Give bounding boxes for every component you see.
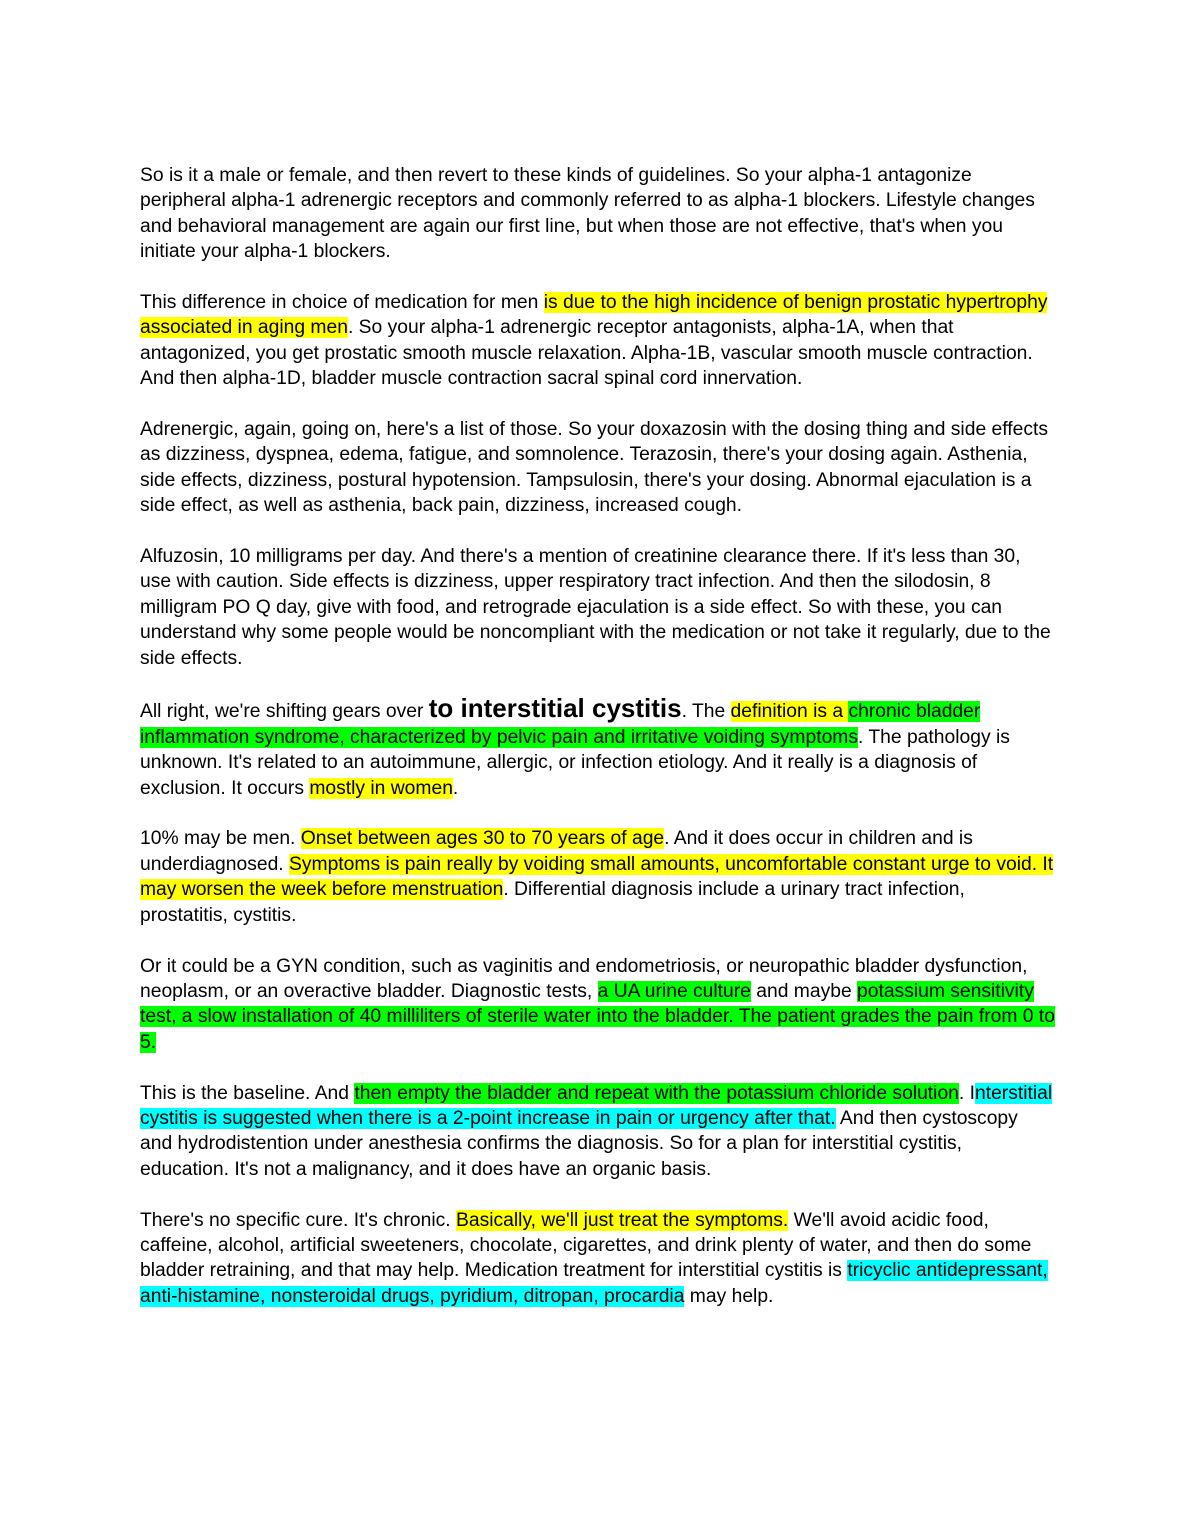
- paragraph-alfuzosin-silodosin: [140, 544, 1055, 671]
- text-run: . So your alpha-1 adrenergic receptor antagonists, alpha-1A, when that antagonized, you get prostatic smooth muscle relaxation. Alpha-1B, vascular smooth muscle contraction. And then alpha-1D, bladder muscle contraction sacral spinal cord innervation.: [140, 317, 1033, 390]
- text-run: may help.: [684, 1285, 774, 1307]
- text-run: . I: [958, 1082, 975, 1104]
- highlight-cyan: nterstitial cystitis is suggested when there is a 2-point increase in pain or urgency after that.: [140, 1082, 1053, 1129]
- text-run: . Differential diagnosis include a urinary tract infection, prostatitis, cystitis.: [140, 879, 965, 926]
- text-run: This difference in choice of medication for men: [140, 292, 544, 314]
- highlight-yellow: Symptoms is pain really by voiding small amounts, uncomfortable constant urge to void. It may worsen the week before menstruation: [140, 853, 1054, 901]
- text-run: We'll avoid acidic food, caffeine, alcohol, artificial sweeteners, chocolate, cigarettes, and drink plenty of water, and then do some bladder retraining, and that may help. Medication treatment for interstitial cystitis is: [140, 1209, 1032, 1282]
- text-run: This is the baseline. And: [140, 1082, 355, 1104]
- paragraph-alpha-blockers-intro: [140, 163, 1055, 265]
- paragraph-treatment: [140, 1208, 1055, 1310]
- text-run: .: [452, 777, 459, 799]
- paragraph-diagnostic-tests: [140, 954, 1055, 1056]
- text-run: . The pathology is unknown. It's related to an autoimmune, allergic, or infection etiology. And it really is a diagnosis of exclusion. It occurs: [140, 726, 1010, 799]
- text-run: So is it a male or female, and then revert to these kinds of guidelines. So your alpha-1 antagonize peripheral alpha-1 adrenergic receptors and commonly referred to as alpha-1 blockers. Lifestyle changes and behavioral management are again our first line, but when those are not effective, that's when you initiate your alpha-1 blockers.: [140, 165, 1035, 263]
- highlight-yellow: Onset between ages 30 to 70 years of age: [300, 828, 665, 850]
- text-run: Adrenergic, again, going on, here's a list of those. So your doxazosin with the dosing thing and side effects as dizziness, dyspnea, edema, fatigue, and somnolence. Terazosin, there's your dosing again. Asthenia, side effects, dizziness, postural hypotension. Tampsulosin, there's your dosing. Abnormal ejaculation is a side effect, as well as asthenia, back pain, dizziness, increased cough.: [140, 419, 1048, 517]
- text-run: . The: [681, 701, 731, 723]
- highlight-yellow: Basically, we'll just treat the symptoms.: [456, 1209, 789, 1231]
- paragraph-interstitial-cystitis-definition: [140, 693, 1055, 801]
- document-body: [140, 163, 1055, 1335]
- paragraph-adrenergic-list: [140, 417, 1055, 519]
- paragraph-baseline-diagnosis: [140, 1081, 1055, 1183]
- highlight-yellow: definition is a: [730, 701, 849, 723]
- highlight-cyan: tricyclic antidepressant, anti-histamine, nonsteroidal drugs, pyridium, ditropan, procardia: [140, 1260, 1048, 1307]
- paragraph-medication-difference: [140, 290, 1055, 392]
- text-run: and maybe: [750, 980, 858, 1002]
- highlight-green: then empty the bladder and repeat with the potassium chloride solution: [354, 1082, 959, 1104]
- highlight-green: a UA urine culture: [597, 980, 751, 1002]
- text-run: . And it does occur in children and is underdiagnosed.: [140, 828, 973, 875]
- highlight-green: chronic bladder inflammation syndrome, characterized by pelvic pain and irritative voiding symptoms: [140, 701, 981, 748]
- text-run: 10% may be men.: [140, 828, 301, 850]
- text-run: Or it could be a GYN condition, such as vaginitis and endometriosis, or neuropathic bladder dysfunction, neoplasm, or an overactive bladder. Diagnostic tests,: [140, 955, 1028, 1002]
- text-run: Alfuzosin, 10 milligrams per day. And there's a mention of creatinine clearance there. If it's less than 30, use with caution. Side effects is dizziness, upper respiratory tract infection. And then the silodosin, 8 milligram PO Q day, give with food, and retrograde ejaculation is a side effect. So with these, you can understand why some people would be noncompliant with the medication or not take it regularly, due to the side effects.: [140, 546, 1051, 669]
- text-run: And then cystoscopy and hydrodistention under anesthesia confirms the diagnosis. So for a plan for interstitial cystitis, education. It's not a malignancy, and it does have an organic basis.: [140, 1107, 1018, 1180]
- highlight-yellow: is due to the high incidence of benign prostatic hypertrophy associated in aging men: [140, 292, 1048, 339]
- highlight-green: potassium sensitivity test, a slow installation of 40 milliliters of sterile water into the bladder. The patient grades the pain from 0 to 5.: [140, 980, 1055, 1053]
- paragraph-onset-symptoms: [140, 826, 1055, 928]
- text-run: All right, we're shifting gears over: [140, 701, 429, 723]
- text-run: There's no specific cure. It's chronic.: [140, 1209, 456, 1231]
- emphasized-heading-text: to interstitial cystitis: [428, 693, 682, 724]
- highlight-yellow: mostly in women: [309, 777, 453, 799]
